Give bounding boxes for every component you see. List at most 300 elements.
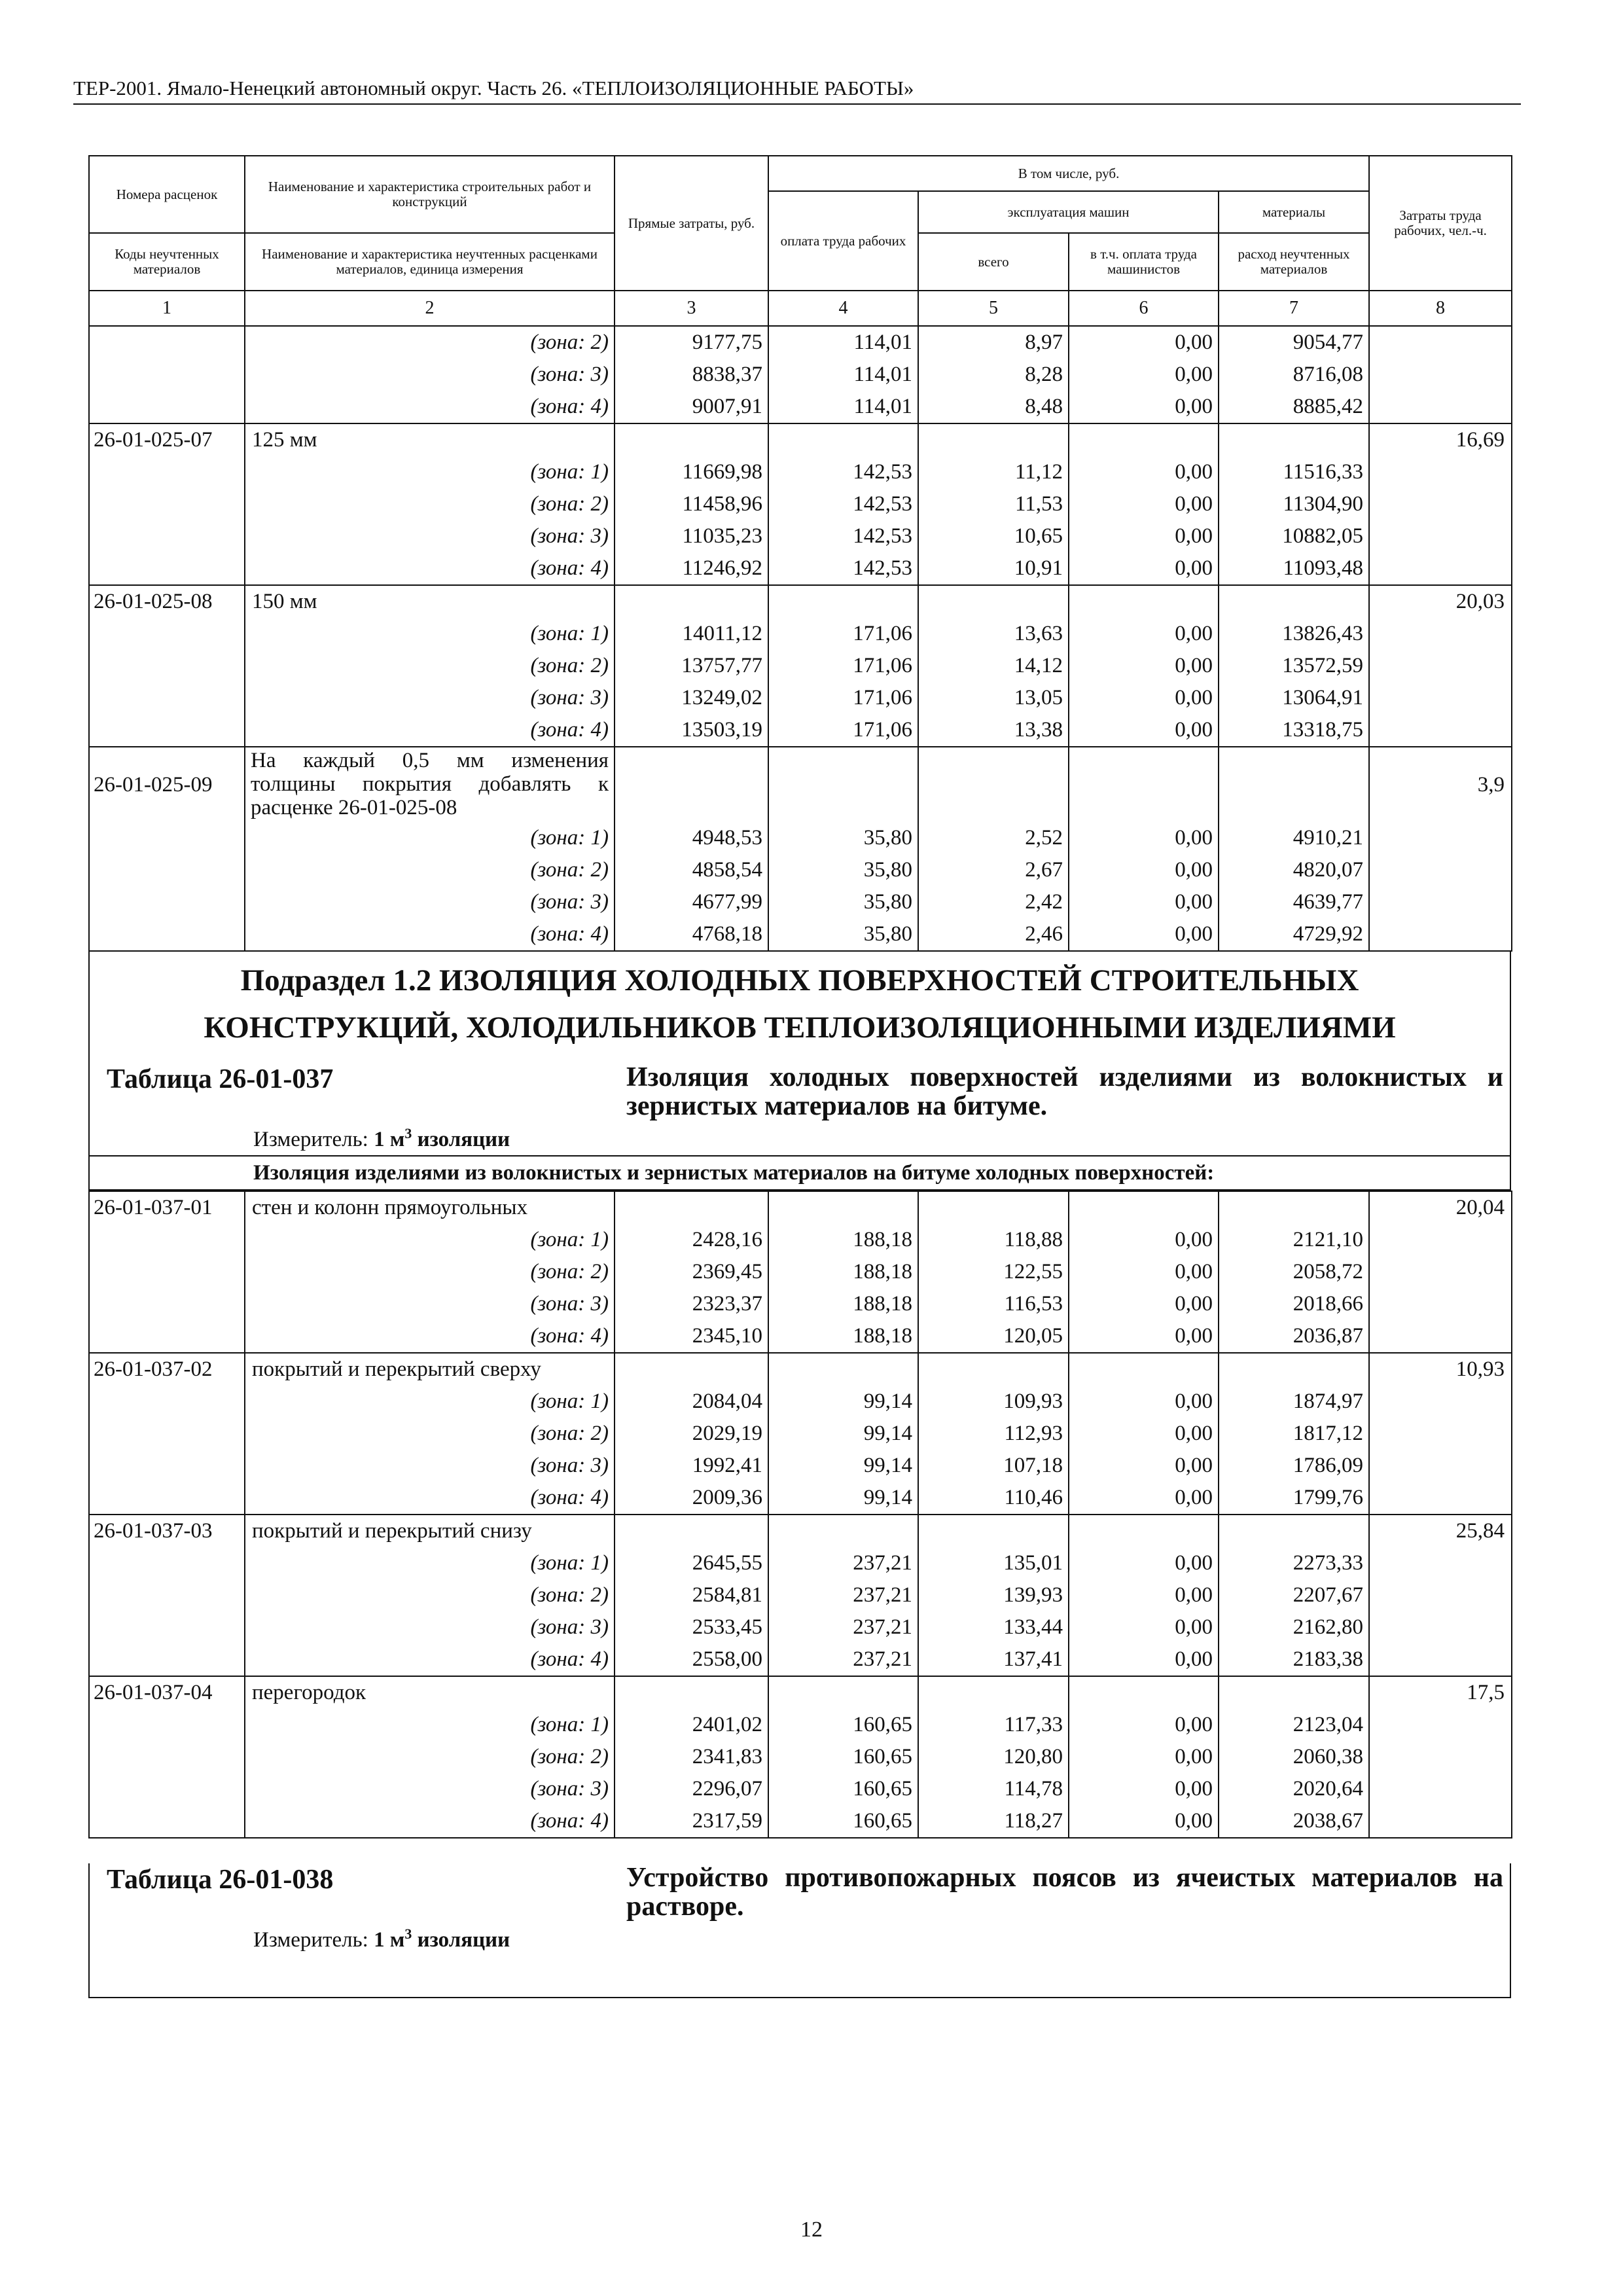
col1-header-top: Номера расценок <box>89 156 245 233</box>
empty-cell <box>89 1320 245 1353</box>
empty-cell <box>1369 488 1512 520</box>
empty-cell <box>1369 1643 1512 1676</box>
rates-body-part1 <box>89 326 1512 951</box>
machines-total: 139,93 <box>918 1579 1069 1611</box>
worker-pay: 171,06 <box>768 682 918 714</box>
direct-cost: 4948,53 <box>615 822 768 854</box>
worker-pay: 35,80 <box>768 822 918 854</box>
operator-pay: 0,00 <box>1069 326 1219 359</box>
empty-cell <box>89 1224 245 1256</box>
worker-pay: 114,01 <box>768 391 918 423</box>
empty-cell <box>768 1515 918 1547</box>
direct-cost: 4768,18 <box>615 918 768 951</box>
worker-pay: 237,21 <box>768 1547 918 1579</box>
col7-header: расход неучтенных материалов <box>1219 233 1369 291</box>
materials-cost: 2183,38 <box>1219 1643 1369 1676</box>
empty-cell <box>615 1676 768 1709</box>
operator-pay: 0,00 <box>1069 1709 1219 1741</box>
operator-pay: 0,00 <box>1069 1805 1219 1838</box>
machines-total: 114,78 <box>918 1773 1069 1805</box>
rate-code: 26-01-025-08 <box>89 585 245 618</box>
machines-total: 10,65 <box>918 520 1069 552</box>
column-number: 2 <box>245 291 615 326</box>
zone-label: (зона: 4) <box>245 1643 615 1676</box>
zone-row <box>89 618 1512 650</box>
labor-cost: 25,84 <box>1369 1515 1512 1547</box>
operator-pay: 0,00 <box>1069 1320 1219 1353</box>
direct-cost: 11246,92 <box>615 552 768 585</box>
empty-cell <box>1369 1611 1512 1643</box>
rate-code: 26-01-037-04 <box>89 1676 245 1709</box>
empty-cell <box>768 747 918 822</box>
worker-pay: 35,80 <box>768 918 918 951</box>
operator-pay: 0,00 <box>1069 1643 1219 1676</box>
empty-cell <box>89 886 245 918</box>
rate-name: перегородок <box>245 1676 615 1709</box>
rate-code: 26-01-025-07 <box>89 423 245 456</box>
empty-cell <box>768 423 918 456</box>
materials-cost: 13318,75 <box>1219 714 1369 747</box>
worker-pay: 237,21 <box>768 1579 918 1611</box>
zone-row <box>89 1256 1512 1288</box>
operator-pay: 0,00 <box>1069 1482 1219 1515</box>
column-number: 5 <box>918 291 1069 326</box>
zone-label: (зона: 4) <box>245 1320 615 1353</box>
empty-cell <box>89 1805 245 1838</box>
zone-row <box>89 1288 1512 1320</box>
empty-cell <box>1369 854 1512 886</box>
direct-cost: 2317,59 <box>615 1805 768 1838</box>
machines-total: 122,55 <box>918 1256 1069 1288</box>
empty-cell <box>89 1611 245 1643</box>
rate-code: 26-01-037-03 <box>89 1515 245 1547</box>
rate-name: покрытий и перекрытий снизу <box>245 1515 615 1547</box>
labor-cost: 20,04 <box>1369 1191 1512 1224</box>
column-number: 3 <box>615 291 768 326</box>
col3-header: Прямые затраты, руб. <box>615 156 768 291</box>
zone-row <box>89 1418 1512 1450</box>
direct-cost: 2645,55 <box>615 1547 768 1579</box>
machines-header: эксплуатация машин <box>918 191 1219 233</box>
measure-label: Измеритель: <box>253 1928 368 1952</box>
direct-cost: 2401,02 <box>615 1709 768 1741</box>
zone-label: (зона: 3) <box>245 886 615 918</box>
zone-row <box>89 854 1512 886</box>
empty-cell <box>1369 359 1512 391</box>
zone-label: (зона: 3) <box>245 1450 615 1482</box>
empty-cell <box>89 1418 245 1450</box>
materials-cost: 2121,10 <box>1219 1224 1369 1256</box>
empty-cell <box>768 585 918 618</box>
materials-cost: 13064,91 <box>1219 682 1369 714</box>
empty-cell <box>1369 520 1512 552</box>
worker-pay: 171,06 <box>768 618 918 650</box>
zone-row <box>89 1386 1512 1418</box>
empty-cell <box>1069 1676 1219 1709</box>
materials-cost: 1799,76 <box>1219 1482 1369 1515</box>
materials-cost: 13572,59 <box>1219 650 1369 682</box>
empty-cell <box>89 854 245 886</box>
column-number: 1 <box>89 291 245 326</box>
empty-cell <box>615 423 768 456</box>
direct-cost: 2533,45 <box>615 1611 768 1643</box>
table-heading <box>90 1063 1510 1121</box>
zone-label: (зона: 4) <box>245 714 615 747</box>
zone-row <box>89 1611 1512 1643</box>
document-frame <box>88 155 1511 1998</box>
zone-row <box>89 1482 1512 1515</box>
materials-cost: 4729,92 <box>1219 918 1369 951</box>
worker-pay: 142,53 <box>768 552 918 585</box>
empty-cell <box>1369 1288 1512 1320</box>
materials-cost: 1786,09 <box>1219 1450 1369 1482</box>
empty-cell <box>89 552 245 585</box>
empty-cell <box>1069 1353 1219 1386</box>
operator-pay: 0,00 <box>1069 1611 1219 1643</box>
empty-cell <box>1369 682 1512 714</box>
zone-label: (зона: 1) <box>245 1547 615 1579</box>
direct-cost: 2369,45 <box>615 1256 768 1288</box>
direct-cost: 4677,99 <box>615 886 768 918</box>
empty-cell <box>89 391 245 423</box>
empty-cell <box>89 822 245 854</box>
operator-pay: 0,00 <box>1069 714 1219 747</box>
zone-row <box>89 520 1512 552</box>
empty-cell <box>1369 822 1512 854</box>
operator-pay: 0,00 <box>1069 1579 1219 1611</box>
empty-cell <box>918 423 1069 456</box>
empty-cell <box>1219 1191 1369 1224</box>
zone-label: (зона: 1) <box>245 456 615 488</box>
rate-name: 125 мм <box>245 423 615 456</box>
operator-pay: 0,00 <box>1069 1547 1219 1579</box>
direct-cost: 13757,77 <box>615 650 768 682</box>
machines-total: 10,91 <box>918 552 1069 585</box>
next-table-heading <box>90 1863 1510 1921</box>
page-header: ТЕР-2001. Ямало-Ненецкий автономный округ. Часть 26. «ТЕПЛОИЗОЛЯЦИОННЫЕ РАБОТЫ» <box>73 73 1521 105</box>
worker-pay: 142,53 <box>768 456 918 488</box>
empty-cell <box>1369 456 1512 488</box>
zone-row <box>89 822 1512 854</box>
empty-cell <box>89 1709 245 1741</box>
empty-cell <box>89 488 245 520</box>
materials-cost: 2038,67 <box>1219 1805 1369 1838</box>
materials-cost: 2058,72 <box>1219 1256 1369 1288</box>
materials-cost: 11516,33 <box>1219 456 1369 488</box>
empty-cell <box>89 1482 245 1515</box>
rate-heading-row <box>89 747 1512 822</box>
rate-code: 26-01-037-01 <box>89 1191 245 1224</box>
machines-total: 117,33 <box>918 1709 1069 1741</box>
zone-row <box>89 1643 1512 1676</box>
table-description: Изоляция холодных поверхностей изделиями из волокнистых и зернистых материалов на битуме. <box>626 1062 1503 1121</box>
empty-cell <box>1369 1805 1512 1838</box>
worker-pay: 160,65 <box>768 1805 918 1838</box>
worker-pay: 160,65 <box>768 1773 918 1805</box>
materials-cost: 8885,42 <box>1219 391 1369 423</box>
empty-cell <box>1069 1191 1219 1224</box>
operator-pay: 0,00 <box>1069 822 1219 854</box>
empty-cell <box>1369 1256 1512 1288</box>
operator-pay: 0,00 <box>1069 1418 1219 1450</box>
measure-value: 1 $м^3$ изоляции <box>374 1926 510 1952</box>
col2-header-bottom: Наименование и характеристика неучтенных расценками материалов, единица измерения <box>245 233 615 291</box>
included-header: В том числе, руб. <box>768 156 1369 191</box>
zone-label: (зона: 2) <box>245 1579 615 1611</box>
empty-cell <box>89 456 245 488</box>
labor-cost: 3,9 <box>1369 747 1512 822</box>
rate-name: стен и колонн прямоугольных <box>245 1191 615 1224</box>
empty-cell <box>89 1773 245 1805</box>
zone-row <box>89 918 1512 951</box>
empty-cell <box>89 714 245 747</box>
column-number: 7 <box>1219 291 1369 326</box>
direct-cost: 2558,00 <box>615 1643 768 1676</box>
worker-pay: 171,06 <box>768 650 918 682</box>
zone-label: (зона: 3) <box>245 520 615 552</box>
direct-cost: 13503,19 <box>615 714 768 747</box>
column-numbers-row <box>89 291 1512 326</box>
machines-total: 133,44 <box>918 1611 1069 1643</box>
zone-label: (зона: 1) <box>245 822 615 854</box>
zone-label: (зона: 3) <box>245 359 615 391</box>
zone-row <box>89 1709 1512 1741</box>
subsection-title-line2: КОНСТРУКЦИЙ, ХОЛОДИЛЬНИКОВ ТЕПЛОИЗОЛЯЦИОННЫМИ ИЗДЕЛИЯМИ <box>204 1011 1396 1045</box>
zone-row <box>89 391 1512 423</box>
zone-label: (зона: 3) <box>245 1611 615 1643</box>
zone-row <box>89 1224 1512 1256</box>
direct-cost: 11458,96 <box>615 488 768 520</box>
rates-table <box>88 155 1512 952</box>
worker-pay: 237,21 <box>768 1611 918 1643</box>
worker-pay: 237,21 <box>768 1643 918 1676</box>
zone-row <box>89 1450 1512 1482</box>
empty-cell <box>89 359 245 391</box>
zone-label: (зона: 4) <box>245 391 615 423</box>
machines-total: 118,27 <box>918 1805 1069 1838</box>
machines-total: 8,97 <box>918 326 1069 359</box>
subsection-title <box>90 952 1510 1051</box>
rate-code: 26-01-025-09 <box>89 747 245 822</box>
rate-name: На каждый 0,5 мм изменения толщины покрытия добавлять к расценке 26-01-025-08 <box>245 747 615 822</box>
materials-cost: 1817,12 <box>1219 1418 1369 1450</box>
operator-pay: 0,00 <box>1069 918 1219 951</box>
column-number: 6 <box>1069 291 1219 326</box>
direct-cost: 2296,07 <box>615 1773 768 1805</box>
worker-pay: 188,18 <box>768 1224 918 1256</box>
labor-cost: 20,03 <box>1369 585 1512 618</box>
empty-cell <box>918 1676 1069 1709</box>
direct-cost: 2009,36 <box>615 1482 768 1515</box>
subsection-title-line1: Подраздел 1.2 ИЗОЛЯЦИЯ ХОЛОДНЫХ ПОВЕРХНОСТЕЙ СТРОИТЕЛЬНЫХ <box>240 963 1359 997</box>
next-measure-unit <box>253 1921 1510 1956</box>
materials-cost: 2162,80 <box>1219 1611 1369 1643</box>
empty-cell <box>1369 1450 1512 1482</box>
rate-name: 150 мм <box>245 585 615 618</box>
zone-label: (зона: 1) <box>245 1224 615 1256</box>
subsection-block <box>88 952 1511 1191</box>
rate-code: 26-01-037-02 <box>89 1353 245 1386</box>
materials-cost: 4820,07 <box>1219 854 1369 886</box>
direct-cost: 2345,10 <box>615 1320 768 1353</box>
empty-cell <box>768 1353 918 1386</box>
zone-row <box>89 456 1512 488</box>
labor-cost: 16,69 <box>1369 423 1512 456</box>
empty-cell <box>1219 1353 1369 1386</box>
measure-unit <box>253 1121 1510 1155</box>
empty-cell <box>1069 585 1219 618</box>
table-number: Таблица 26-01-037 <box>107 1064 334 1094</box>
zone-label: (зона: 4) <box>245 918 615 951</box>
empty-cell <box>89 1643 245 1676</box>
zone-label: (зона: 4) <box>245 1482 615 1515</box>
materials-cost: 2060,38 <box>1219 1741 1369 1773</box>
empty-cell <box>918 1353 1069 1386</box>
rate-name: покрытий и перекрытий сверху <box>245 1353 615 1386</box>
empty-cell <box>918 1191 1069 1224</box>
empty-cell <box>89 1288 245 1320</box>
worker-pay: 99,14 <box>768 1450 918 1482</box>
empty-cell <box>615 1353 768 1386</box>
worker-pay: 142,53 <box>768 520 918 552</box>
col8-header: Затраты труда рабочих, чел.-ч. <box>1369 156 1512 291</box>
empty-cell <box>1369 326 1512 359</box>
direct-cost: 11669,98 <box>615 456 768 488</box>
empty-cell <box>1069 747 1219 822</box>
machines-total: 120,80 <box>918 1741 1069 1773</box>
rate-heading-row <box>89 1353 1512 1386</box>
col1-header-bottom: Коды неучтенных материалов <box>89 233 245 291</box>
zone-row <box>89 552 1512 585</box>
worker-pay: 188,18 <box>768 1320 918 1353</box>
materials-cost: 2123,04 <box>1219 1709 1369 1741</box>
machines-total: 2,42 <box>918 886 1069 918</box>
rate-heading-row <box>89 585 1512 618</box>
rate-heading-row <box>89 1191 1512 1224</box>
empty-cell <box>89 650 245 682</box>
worker-pay: 188,18 <box>768 1288 918 1320</box>
zone-row <box>89 359 1512 391</box>
empty-cell <box>1369 1320 1512 1353</box>
col4-header: оплата труда рабочих <box>768 191 918 291</box>
empty-cell <box>615 1191 768 1224</box>
empty-cell <box>1219 1515 1369 1547</box>
empty-cell <box>89 1547 245 1579</box>
empty-cell <box>89 1386 245 1418</box>
col6-header: в т.ч. оплата труда машинистов <box>1069 233 1219 291</box>
zone-row <box>89 1547 1512 1579</box>
empty-cell <box>89 918 245 951</box>
machines-total: 8,48 <box>918 391 1069 423</box>
zone-row <box>89 326 1512 359</box>
operator-pay: 0,00 <box>1069 1386 1219 1418</box>
zone-label: (зона: 3) <box>245 1288 615 1320</box>
worker-pay: 99,14 <box>768 1482 918 1515</box>
direct-cost: 2341,83 <box>615 1741 768 1773</box>
worker-pay: 99,14 <box>768 1418 918 1450</box>
direct-cost: 11035,23 <box>615 520 768 552</box>
machines-total: 8,28 <box>918 359 1069 391</box>
operator-pay: 0,00 <box>1069 854 1219 886</box>
empty-cell <box>768 1191 918 1224</box>
empty-cell <box>1369 1741 1512 1773</box>
worker-pay: 188,18 <box>768 1256 918 1288</box>
worker-pay: 160,65 <box>768 1741 918 1773</box>
zone-label: (зона: 2) <box>245 326 615 359</box>
zone-row <box>89 714 1512 747</box>
operator-pay: 0,00 <box>1069 391 1219 423</box>
direct-cost: 9177,75 <box>615 326 768 359</box>
machines-total: 135,01 <box>918 1547 1069 1579</box>
direct-cost: 1992,41 <box>615 1450 768 1482</box>
machines-total: 13,63 <box>918 618 1069 650</box>
operator-pay: 0,00 <box>1069 1741 1219 1773</box>
materials-cost: 10882,05 <box>1219 520 1369 552</box>
empty-cell <box>1369 1579 1512 1611</box>
empty-cell <box>89 1450 245 1482</box>
empty-cell <box>1369 1709 1512 1741</box>
operator-pay: 0,00 <box>1069 488 1219 520</box>
zone-row <box>89 1320 1512 1353</box>
empty-cell <box>1369 552 1512 585</box>
zone-row <box>89 682 1512 714</box>
worker-pay: 114,01 <box>768 359 918 391</box>
operator-pay: 0,00 <box>1069 456 1219 488</box>
zone-label: (зона: 1) <box>245 1386 615 1418</box>
zone-row <box>89 650 1512 682</box>
operator-pay: 0,00 <box>1069 650 1219 682</box>
machines-total: 107,18 <box>918 1450 1069 1482</box>
machines-total: 2,67 <box>918 854 1069 886</box>
materials-cost: 2036,87 <box>1219 1320 1369 1353</box>
worker-pay: 35,80 <box>768 886 918 918</box>
machines-total: 112,93 <box>918 1418 1069 1450</box>
empty-cell <box>918 585 1069 618</box>
materials-cost: 11304,90 <box>1219 488 1369 520</box>
zone-row <box>89 1741 1512 1773</box>
zone-label: (зона: 2) <box>245 1741 615 1773</box>
empty-cell <box>768 1676 918 1709</box>
empty-cell <box>1219 585 1369 618</box>
materials-cost: 8716,08 <box>1219 359 1369 391</box>
work-group-heading: Изоляция изделиями из волокнистых и зернистых материалов на битуме холодных поверхностей: <box>90 1155 1510 1189</box>
worker-pay: 35,80 <box>768 854 918 886</box>
machines-total: 11,53 <box>918 488 1069 520</box>
column-number: 8 <box>1369 291 1512 326</box>
empty-cell <box>1369 1386 1512 1418</box>
next-table-description: Устройство противопожарных поясов из ячеистых материалов на растворе. <box>626 1863 1503 1922</box>
empty-cell <box>89 1256 245 1288</box>
rate-heading-row <box>89 1515 1512 1547</box>
empty-cell <box>615 1515 768 1547</box>
direct-cost: 2323,37 <box>615 1288 768 1320</box>
operator-pay: 0,00 <box>1069 1224 1219 1256</box>
materials-cost: 2020,64 <box>1219 1773 1369 1805</box>
zone-label: (зона: 2) <box>245 1256 615 1288</box>
empty-cell <box>1369 618 1512 650</box>
direct-cost: 4858,54 <box>615 854 768 886</box>
measure-label: Измеритель: <box>253 1128 368 1151</box>
rates-table-2 <box>88 1191 1512 1839</box>
materials-cost: 11093,48 <box>1219 552 1369 585</box>
empty-cell <box>918 747 1069 822</box>
materials-cost: 2273,33 <box>1219 1547 1369 1579</box>
materials-cost: 2018,66 <box>1219 1288 1369 1320</box>
col5-header: всего <box>918 233 1069 291</box>
zone-label: (зона: 3) <box>245 682 615 714</box>
empty-cell <box>89 1579 245 1611</box>
worker-pay: 114,01 <box>768 326 918 359</box>
